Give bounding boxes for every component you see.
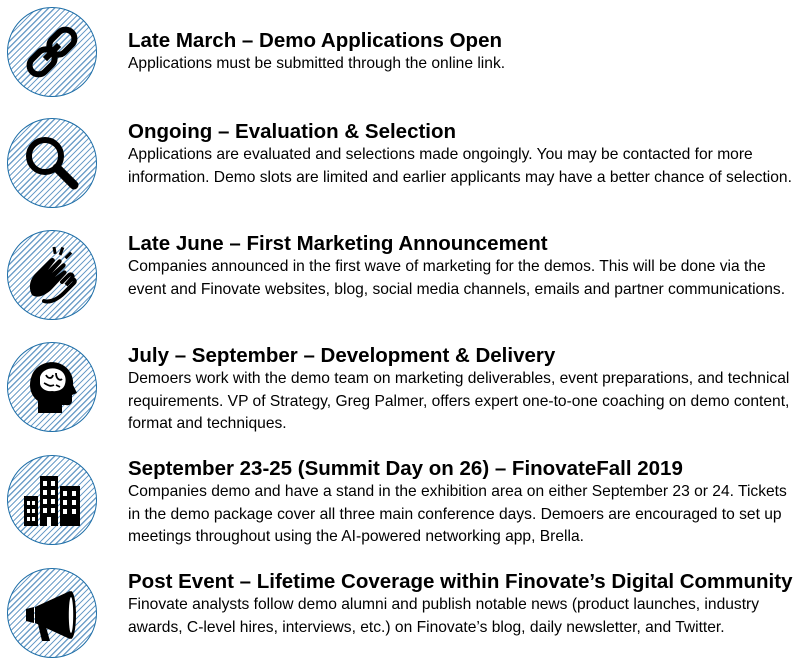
item-heading: Post Event – Lifetime Coverage within Finovate’s Digital Community xyxy=(128,570,793,593)
head-with-brain-icon xyxy=(7,342,97,432)
item-description: Companies demo and have a stand in the exhibition area on either September 23 or 24. Tickets in the demo package cover all three main conference days. Demoers are encouraged to set up meetings throughout using the AI-powered networking app, Brella. xyxy=(128,483,787,546)
item-description: Demoers work with the demo team on marketing deliverables, event preparations, and technical requirements. VP of Strategy, Greg Palmer, offers expert one-to-one coaching on demo content, format and techniques. xyxy=(128,370,790,433)
city-buildings-icon xyxy=(7,455,97,545)
item-description: Applications must be submitted through the online link. xyxy=(128,55,506,72)
item-heading: September 23-25 (Summit Day on 26) – FinovateFall 2019 xyxy=(128,457,683,480)
item-heading: July – September – Development & Delivery xyxy=(128,344,556,367)
item-description: Finovate analysts follow demo alumni and publish notable news (product launches, industry awards, C-level hires, interviews, etc.) on Finovate’s blog, daily newsletter, and Twitter. xyxy=(128,596,760,636)
item-description: Applications are evaluated and selections made ongoingly. You may be contacted for more information. Demo slots are limited and earlier applicants may have a better chance of selection. xyxy=(128,146,792,186)
chain-link-icon xyxy=(7,7,97,97)
item-heading: Late March – Demo Applications Open xyxy=(128,29,503,52)
clapping-hands-icon xyxy=(7,230,97,320)
magnifying-glass-icon xyxy=(7,118,97,208)
item-description: Companies announced in the first wave of marketing for the demos. This will be done via the event and Finovate websites, blog, social media channels, emails and partner communications. xyxy=(128,258,786,298)
item-heading: Ongoing – Evaluation & Selection xyxy=(128,120,457,143)
item-heading: Late June – First Marketing Announcement xyxy=(128,232,548,255)
megaphone-icon xyxy=(7,568,97,658)
